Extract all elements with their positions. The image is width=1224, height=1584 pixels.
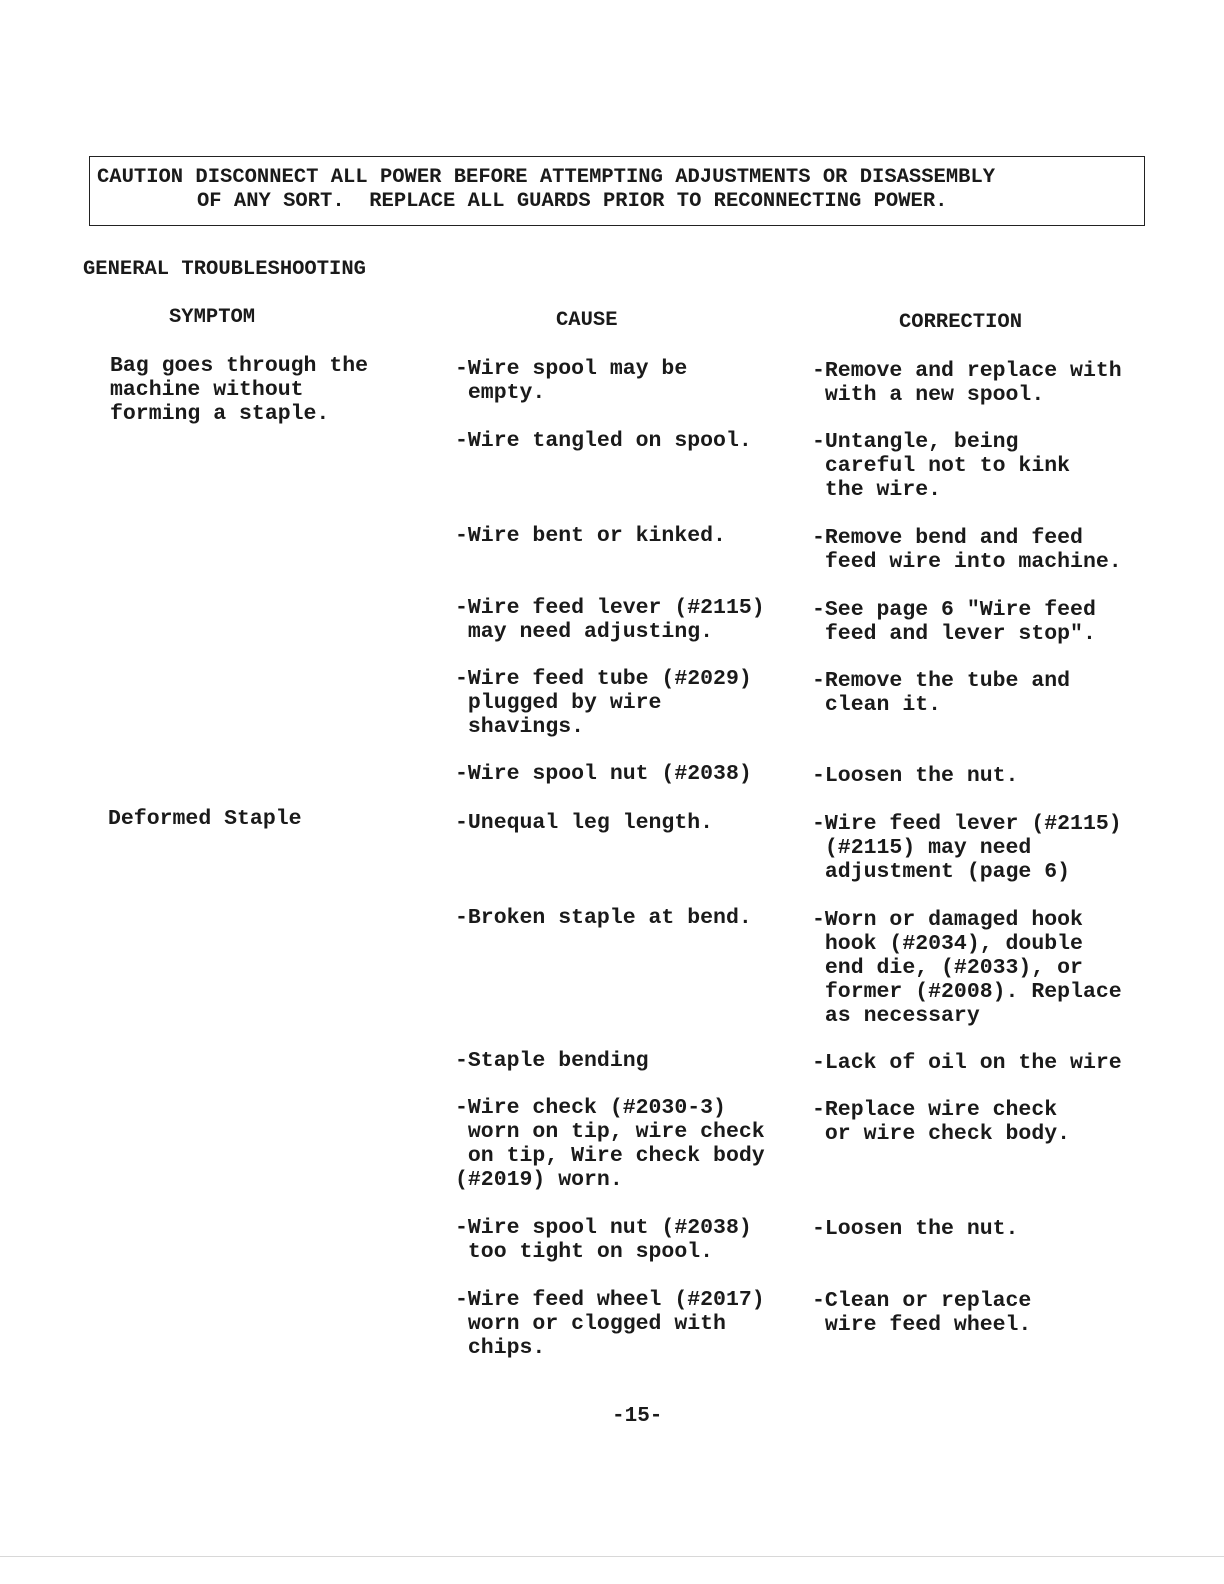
cause-cell: -Wire spool may be empty. (455, 357, 688, 405)
cause-cell: -Wire feed tube (#2029) plugged by wire shavings. (455, 667, 752, 739)
correction-cell: -Loosen the nut. (812, 1217, 1019, 1241)
cause-cell: -Wire feed lever (#2115) may need adjusting. (455, 596, 765, 644)
caution-line-2: OF ANY SORT. REPLACE ALL GUARDS PRIOR TO RECONNECTING POWER. (197, 190, 948, 213)
caution-line-1: CAUTION DISCONNECT ALL POWER BEFORE ATTEMPTING ADJUSTMENTS OR DISASSEMBLY (97, 166, 996, 189)
page-number: -15- (612, 1405, 663, 1428)
section-title: GENERAL TROUBLESHOOTING (83, 258, 366, 281)
correction-cell: -Remove bend and feed feed wire into machine. (812, 526, 1122, 574)
correction-cell: -See page 6 "Wire feed feed and lever stop". (812, 598, 1096, 646)
correction-cell: -Worn or damaged hook hook (#2034), double end die, (#2033), or former (#2008). Replace as necessary (812, 908, 1122, 1028)
scan-edge-line (0, 1556, 1224, 1557)
cause-cell: -Wire feed wheel (#2017) worn or clogged with chips. (455, 1288, 765, 1360)
symptom-cell: Deformed Staple (108, 807, 302, 831)
cause-cell: -Staple bending (455, 1049, 649, 1073)
correction-cell: -Replace wire check or wire check body. (812, 1098, 1071, 1146)
correction-cell: -Remove and replace with with a new spool. (812, 359, 1122, 407)
cause-cell: -Unequal leg length. (455, 811, 714, 835)
cause-cell: -Wire check (#2030-3) worn on tip, wire check on tip, Wire check body (#2019) worn. (455, 1096, 765, 1192)
correction-cell: -Untangle, being careful not to kink the wire. (812, 430, 1071, 502)
cause-cell: -Wire tangled on spool. (455, 429, 752, 453)
caution-box (89, 156, 1145, 226)
cause-cell: -Wire spool nut (#2038) too tight on spool. (455, 1216, 752, 1264)
symptom-cell: Bag goes through the machine without forming a staple. (110, 354, 369, 426)
header-cause: CAUSE (556, 309, 618, 332)
cause-cell: -Wire bent or kinked. (455, 524, 726, 548)
header-symptom: SYMPTOM (169, 306, 256, 329)
cause-cell: -Wire spool nut (#2038) (455, 762, 752, 786)
correction-cell: -Clean or replace wire feed wheel. (812, 1289, 1032, 1337)
correction-cell: -Loosen the nut. (812, 764, 1019, 788)
correction-cell: -Lack of oil on the wire (812, 1051, 1122, 1075)
correction-cell: -Wire feed lever (#2115) (#2115) may need adjustment (page 6) (812, 812, 1122, 884)
header-correction: CORRECTION (899, 311, 1023, 334)
cause-cell: -Broken staple at bend. (455, 906, 752, 930)
correction-cell: -Remove the tube and clean it. (812, 669, 1071, 717)
